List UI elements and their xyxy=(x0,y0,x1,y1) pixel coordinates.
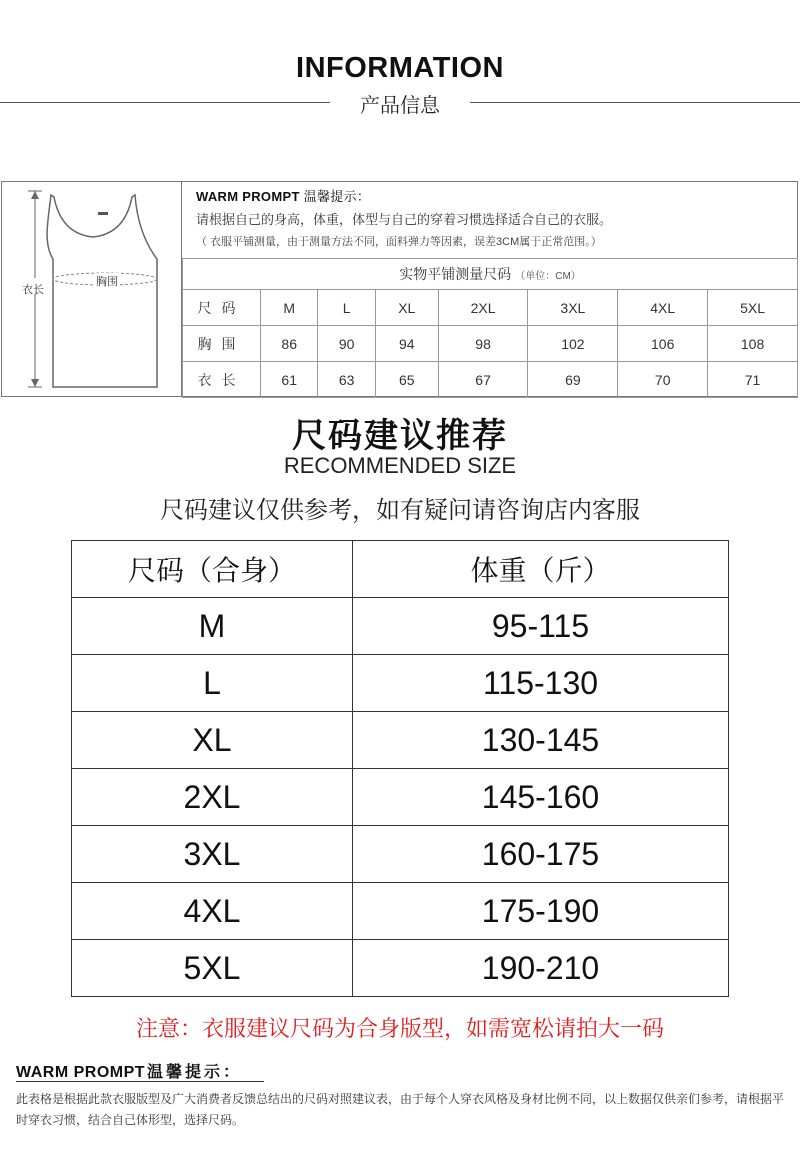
table-row xyxy=(72,940,729,997)
bottom-prompt-title-en: WARM PROMPT xyxy=(16,1064,146,1081)
table-cell: XL xyxy=(375,290,438,326)
header-size: 尺码（合身） xyxy=(72,541,353,598)
table-cell: L xyxy=(318,290,375,326)
table-cell: 2XL xyxy=(438,290,528,326)
size-cell: M xyxy=(72,598,353,655)
weight-cell: 115-130 xyxy=(353,655,729,712)
size-cell: 2XL xyxy=(72,769,353,826)
measurement-caption xyxy=(183,259,798,290)
table-row xyxy=(72,598,729,655)
table-cell: 61 xyxy=(261,362,318,398)
recommended-title: 尺码建议推荐 xyxy=(292,417,508,455)
table-cell: 65 xyxy=(375,362,438,398)
table-cell: 71 xyxy=(708,362,798,398)
table-cell: 98 xyxy=(438,326,528,362)
table-cell: 102 xyxy=(528,326,618,362)
header-weight: 体重（斤） xyxy=(353,541,729,598)
size-cell: 4XL xyxy=(72,883,353,940)
size-cell: 5XL xyxy=(72,940,353,997)
bottom-prompt-underline xyxy=(16,1081,264,1082)
row-label-length: 衣长 xyxy=(183,362,261,398)
table-row xyxy=(183,326,798,362)
garment-diagram xyxy=(1,181,182,397)
table-cell: 70 xyxy=(618,362,708,398)
warm-prompt-title-cn: 温馨提示： xyxy=(303,189,371,204)
size-cell: 3XL xyxy=(72,826,353,883)
table-header-row xyxy=(72,541,729,598)
warm-prompt-title xyxy=(196,186,370,205)
row-label-size: 尺码 xyxy=(183,290,261,326)
weight-cell: 175-190 xyxy=(353,883,729,940)
table-row xyxy=(183,290,798,326)
recommended-size-table xyxy=(71,540,729,997)
fit-notice: 注意：衣服建议尺码为合身版型，如需宽松请拍大一码 xyxy=(135,1016,664,1041)
table-cell: M xyxy=(261,290,318,326)
table-cell: 3XL xyxy=(528,290,618,326)
measurement-unit: （单位：CM） xyxy=(515,271,581,282)
table-cell: 5XL xyxy=(708,290,798,326)
table-cell: 63 xyxy=(318,362,375,398)
page-title: INFORMATION xyxy=(296,52,504,84)
recommended-note: 尺码建议仅供参考，如有疑问请咨询店内客服 xyxy=(160,497,640,524)
length-label: 衣长 xyxy=(22,284,44,296)
table-row xyxy=(72,883,729,940)
table-row xyxy=(183,362,798,398)
table-row xyxy=(72,826,729,883)
table-cell: 108 xyxy=(708,326,798,362)
table-cell: 67 xyxy=(438,362,528,398)
measurement-caption-text: 实物平铺测量尺码 xyxy=(399,266,512,282)
table-row xyxy=(72,712,729,769)
table-cell: 4XL xyxy=(618,290,708,326)
weight-cell: 145-160 xyxy=(353,769,729,826)
chest-label: 胸围 xyxy=(94,273,120,289)
table-row xyxy=(72,769,729,826)
bottom-prompt-text: 此表格是根据此款衣服版型及广大消费者反馈总结出的尺码对照建议表，由于每个人穿衣风格及身材比例不同，以上数据仅供亲们参考，请根据平时穿衣习惯，结合自己体形型，选择尺码。 xyxy=(16,1092,785,1127)
row-label-chest: 胸围 xyxy=(183,326,261,362)
table-cell: 69 xyxy=(528,362,618,398)
table-cell: 86 xyxy=(261,326,318,362)
recommended-subtitle: RECOMMENDED SIZE xyxy=(283,453,517,478)
page-subtitle: 产品信息 xyxy=(360,95,440,117)
weight-cell: 160-175 xyxy=(353,826,729,883)
size-cell: L xyxy=(72,655,353,712)
warm-prompt-text: 请根据自己的身高，体重，体型与自己的穿着习惯选择适合自己的衣服。 xyxy=(196,212,613,227)
table-cell: 94 xyxy=(375,326,438,362)
weight-cell: 190-210 xyxy=(353,940,729,997)
weight-cell: 95-115 xyxy=(353,598,729,655)
measurement-caption-row xyxy=(183,259,798,290)
table-cell: 106 xyxy=(618,326,708,362)
bottom-prompt-title-cn: 温馨提示： xyxy=(147,1064,243,1081)
measurement-table xyxy=(182,258,798,398)
bottom-prompt-title xyxy=(16,1059,242,1082)
warm-prompt-note: （ 衣服平铺测量，由于测量方法不同，面料弹力等因素，误差3CM属于正常范围。） xyxy=(196,236,602,248)
warm-prompt-title-en: WARM PROMPT xyxy=(196,189,300,204)
weight-cell: 130-145 xyxy=(353,712,729,769)
table-cell: 90 xyxy=(318,326,375,362)
size-cell: XL xyxy=(72,712,353,769)
table-row xyxy=(72,655,729,712)
